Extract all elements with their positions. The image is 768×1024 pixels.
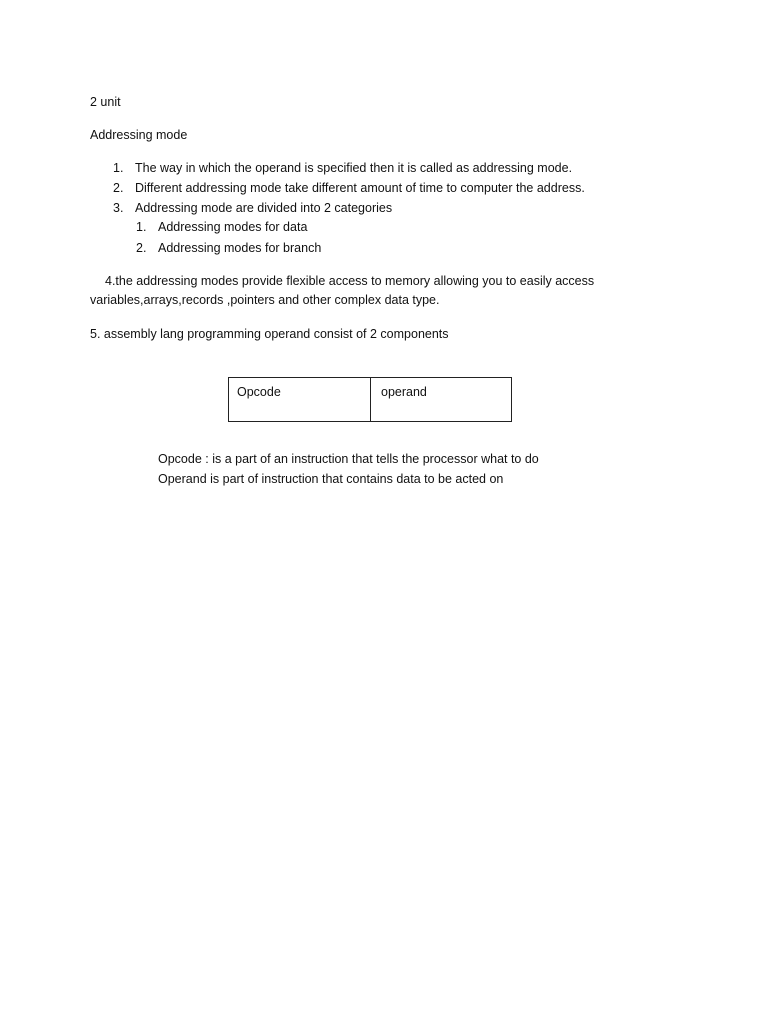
list-item-text: Different addressing mode take different amount of time to computer the address.: [135, 181, 585, 195]
table-cell-operand: operand: [370, 378, 511, 421]
paragraph-5: 5. assembly lang programming operand consist of 2 components: [90, 327, 449, 341]
paragraph-4-line-1: 4.the addressing modes provide flexible access to memory allowing you to easily access: [105, 274, 595, 288]
unit-label: 2 unit: [90, 95, 121, 109]
sub-list-item-text: Addressing modes for data: [158, 220, 308, 234]
operand-definition: Operand is part of instruction that contains data to be acted on: [158, 472, 504, 486]
table-cell-opcode: Opcode: [237, 385, 281, 399]
instruction-format-table: [228, 377, 512, 422]
list-item-text: The way in which the operand is specified then it is called as addressing mode.: [135, 161, 573, 175]
sub-list-item-text: Addressing modes for branch: [158, 241, 322, 255]
sub-list-item-number: 1.: [136, 220, 147, 234]
paragraph-4-line-2: variables,arrays,records ,pointers and other complex data type.: [90, 293, 440, 307]
section-heading: Addressing mode: [90, 128, 188, 142]
list-item-number: 1.: [113, 161, 124, 175]
list-item-number: 2.: [113, 181, 124, 195]
sub-list-item-number: 2.: [136, 241, 147, 255]
list-item-text: Addressing mode are divided into 2 categories: [135, 201, 393, 215]
opcode-definition: Opcode : is a part of an instruction that tells the processor what to do: [158, 452, 539, 466]
list-item-number: 3.: [113, 201, 124, 215]
